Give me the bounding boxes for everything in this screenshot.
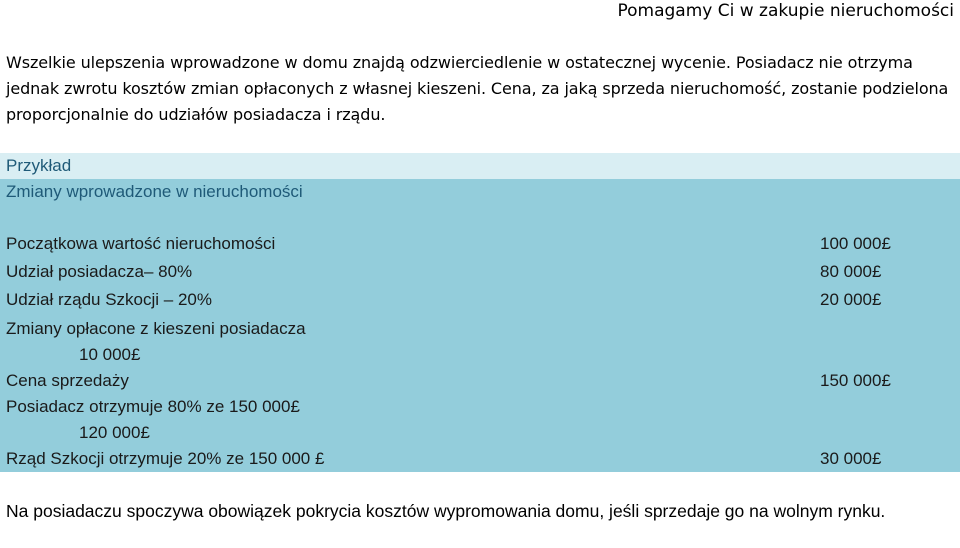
page-header-title: Pomagamy Ci w zakupie nieruchomości	[617, 1, 954, 21]
row-value: 100 000£	[820, 234, 891, 253]
footer-paragraph: Na posiadaczu spoczywa obowiązek pokrycia kosztów wypromowania domu, jeśli sprzedaje go na wolnym rynku.	[6, 501, 886, 521]
row-label: Udział rządu Szkocji – 20%	[6, 290, 212, 309]
row-sub-value: 120 000£	[79, 423, 150, 442]
row-label: Rząd Szkocji otrzymuje 20% ze 150 000 £	[6, 449, 325, 468]
row-value: 80 000£	[820, 262, 882, 281]
row-label: Posiadacz otrzymuje 80% ze 150 000£	[6, 397, 300, 416]
example-box	[0, 153, 960, 472]
row-value: 20 000£	[820, 290, 882, 309]
example-title: Zmiany wprowadzone w nieruchomości	[6, 182, 303, 201]
example-heading: Przykład	[0, 153, 960, 179]
row-label: Udział posiadacza– 80%	[6, 262, 193, 281]
row-value: 150 000£	[820, 371, 891, 390]
row-sub-value: 10 000£	[79, 345, 141, 364]
row-label: Początkowa wartość nieruchomości	[6, 234, 276, 253]
row-label: Zmiany opłacone z kieszeni posiadacza	[6, 319, 306, 338]
example-body	[0, 179, 960, 472]
row-value: 30 000£	[820, 449, 882, 468]
intro-paragraph: Wszelkie ulepszenia wprowadzone w domu znajdą odzwierciedlenie w ostatecznej wycenie. Posiadacz nie otrzyma jednak zwrotu kosztów zmian opłaconych z własnej kieszeni. Cena, za jaką sprzeda nieruchomość, zostanie podzielona proporcjonalnie do udziałów posiadacza i rządu.	[6, 53, 949, 124]
row-label: Cena sprzedaży	[6, 371, 129, 390]
